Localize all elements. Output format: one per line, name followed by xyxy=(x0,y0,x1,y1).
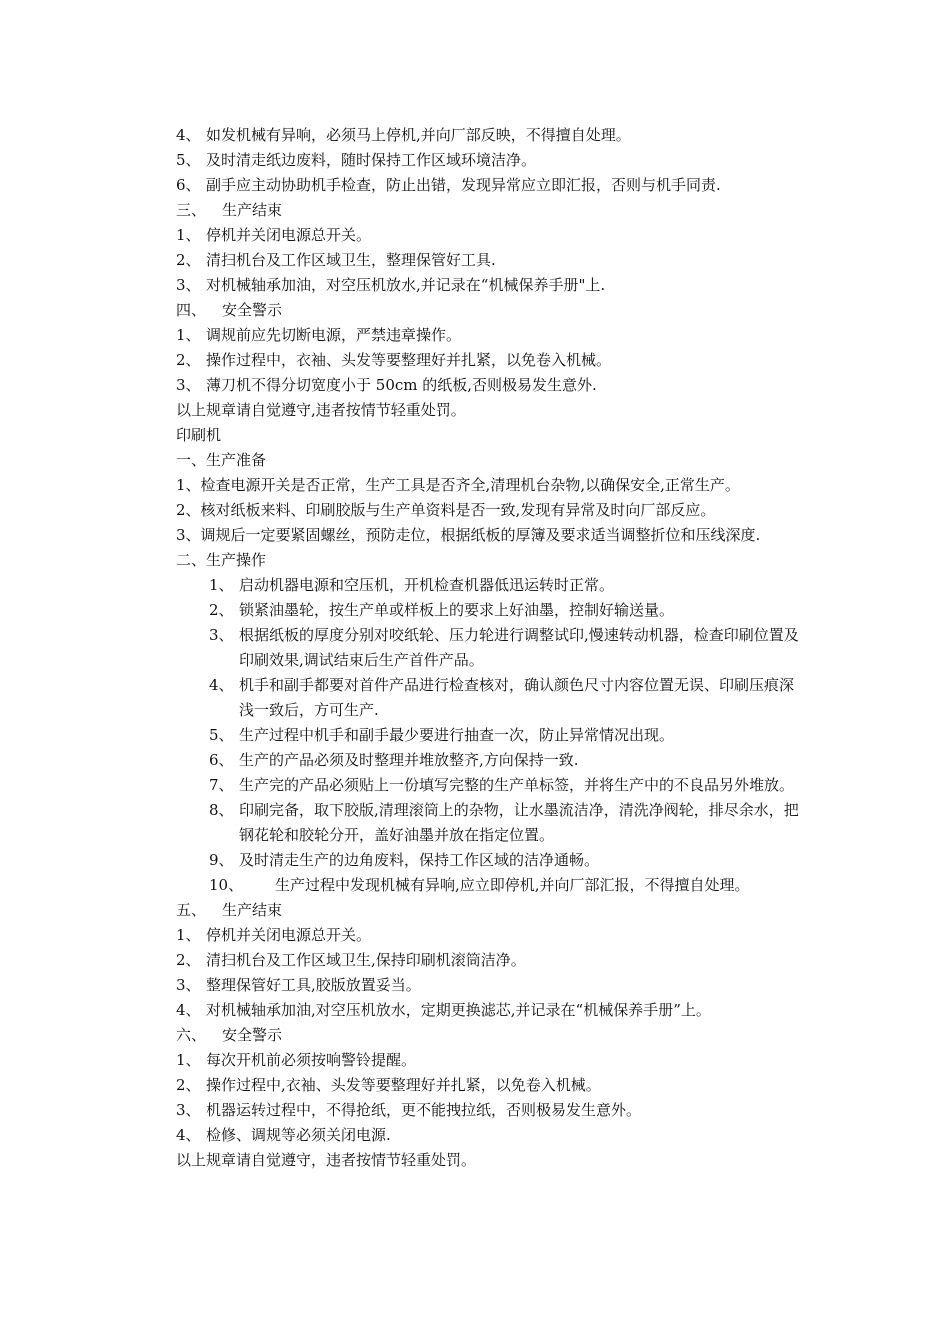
list-item: 3、 根据纸板的厚度分别对咬纸轮、压力轮进行调整试印,慢速转动机器，检查印刷位置及印刷效果,调试结束后生产首件产品。 xyxy=(209,626,799,669)
list-item: 2、核对纸板来料、印刷胶版与生产单资料是否一致,发现有异常及时向厂部反应。 xyxy=(176,501,716,519)
section-heading: 六、 安全警示 xyxy=(176,1026,283,1044)
list-item: 3、 对机械轴承加油，对空压机放水,并记录在“机械保养手册"上. xyxy=(176,276,606,294)
list-item: 4、 检修、调规等必须关闭电源. xyxy=(176,1126,391,1144)
section-heading: 一、生产准备 xyxy=(176,451,267,469)
section-heading: 二、生产操作 xyxy=(176,551,267,569)
list-item: 3、调规后一定要紧固螺丝，预防走位，根据纸板的厚簿及要求适当调整折位和压线深度. xyxy=(176,526,761,544)
list-item: 7、 生产完的产品必须贴上一份填写完整的生产单标签，并将生产中的不良品另外堆放。 xyxy=(209,776,795,794)
list-item: 1、 停机并关闭电源总开关。 xyxy=(176,226,372,244)
list-item: 9、 及时清走生产的边角废料，保持工作区域的洁净通畅。 xyxy=(209,851,600,869)
section-heading: 四、 安全警示 xyxy=(176,301,283,319)
section-title: 印刷机 xyxy=(176,426,222,444)
list-item: 3、 薄刀机不得分切宽度小于 50cm 的纸板,否则极易发生意外. xyxy=(176,376,597,394)
section-heading: 五、 生产结束 xyxy=(176,901,283,919)
list-item: 2、 清扫机台及工作区域卫生,保持印刷机滚筒洁净。 xyxy=(176,951,526,969)
list-item: 2、 清扫机台及工作区域卫生，整理保管好工具. xyxy=(176,251,496,269)
closing-note: 以上规章请自觉遵守，违者按情节轻重处罚。 xyxy=(176,1151,477,1169)
list-item: 2、 操作过程中，衣袖、头发等要整理好并扎紧，以免卷入机械。 xyxy=(176,351,612,369)
list-item: 1、 调规前应先切断电源，严禁违章操作。 xyxy=(176,326,462,344)
list-item: 6、 生产的产品必须及时整理并堆放整齐,方向保持一致. xyxy=(209,751,579,769)
list-item: 4、 机手和副手都要对首件产品进行检查核对，确认颜色尺寸内容位置无误、印刷压痕深浅一致后，方可生产. xyxy=(209,676,795,719)
list-item: 1、检查电源开关是否正常，生产工具是否齐全,清理机台杂物,以确保安全,正常生产。 xyxy=(176,476,740,494)
document-body xyxy=(176,123,808,1173)
section-heading: 三、 生产结束 xyxy=(176,201,283,219)
list-item: 4、 对机械轴承加油,对空压机放水，定期更换滤芯,并记录在“机械保养手册”上。 xyxy=(176,1001,711,1019)
closing-note: 以上规章请自觉遵守,违者按情节轻重处罚。 xyxy=(176,401,466,419)
list-item: 10、 生产过程中发现机械有异响,应立即停机,并向厂部汇报，不得擅自处理。 xyxy=(209,876,750,894)
list-item: 8、 印刷完备，取下胶版,清理滚筒上的杂物，让水墨流洁净，清洗净阀轮，排尽余水，把钢花轮和胶轮分开，盖好油墨并放在指定位置。 xyxy=(209,801,799,844)
list-item: 1、 每次开机前必须按响警铃提醒。 xyxy=(176,1051,417,1069)
list-item: 6、 副手应主动协助机手检查，防止出错，发现异常应立即汇报，否则与机手同责. xyxy=(176,176,721,194)
list-item: 5、 及时清走纸边废料，随时保持工作区域环境洁净。 xyxy=(176,151,537,169)
list-item: 4、 如发机械有异响，必须马上停机,并向厂部反映，不得擅自处理。 xyxy=(176,126,631,144)
list-item: 2、 操作过程中,衣袖、头发等要整理好并扎紧，以免卷入机械。 xyxy=(176,1076,601,1094)
list-item: 3、 整理保管好工具,胶版放置妥当。 xyxy=(176,976,421,994)
list-item: 1、 启动机器电源和空压机，开机检查机器低迅运转时正常。 xyxy=(209,576,615,594)
list-item: 5、 生产过程中机手和副手最少要进行抽查一次，防止异常情况出现。 xyxy=(209,726,675,744)
list-item: 2、 锁紧油墨轮，按生产单或样板上的要求上好油墨，控制好输送量。 xyxy=(209,601,675,619)
list-item: 1、 停机并关闭电源总开关。 xyxy=(176,926,372,944)
list-item: 3、 机器运转过程中，不得抢纸，更不能拽拉纸，否则极易发生意外。 xyxy=(176,1101,642,1119)
